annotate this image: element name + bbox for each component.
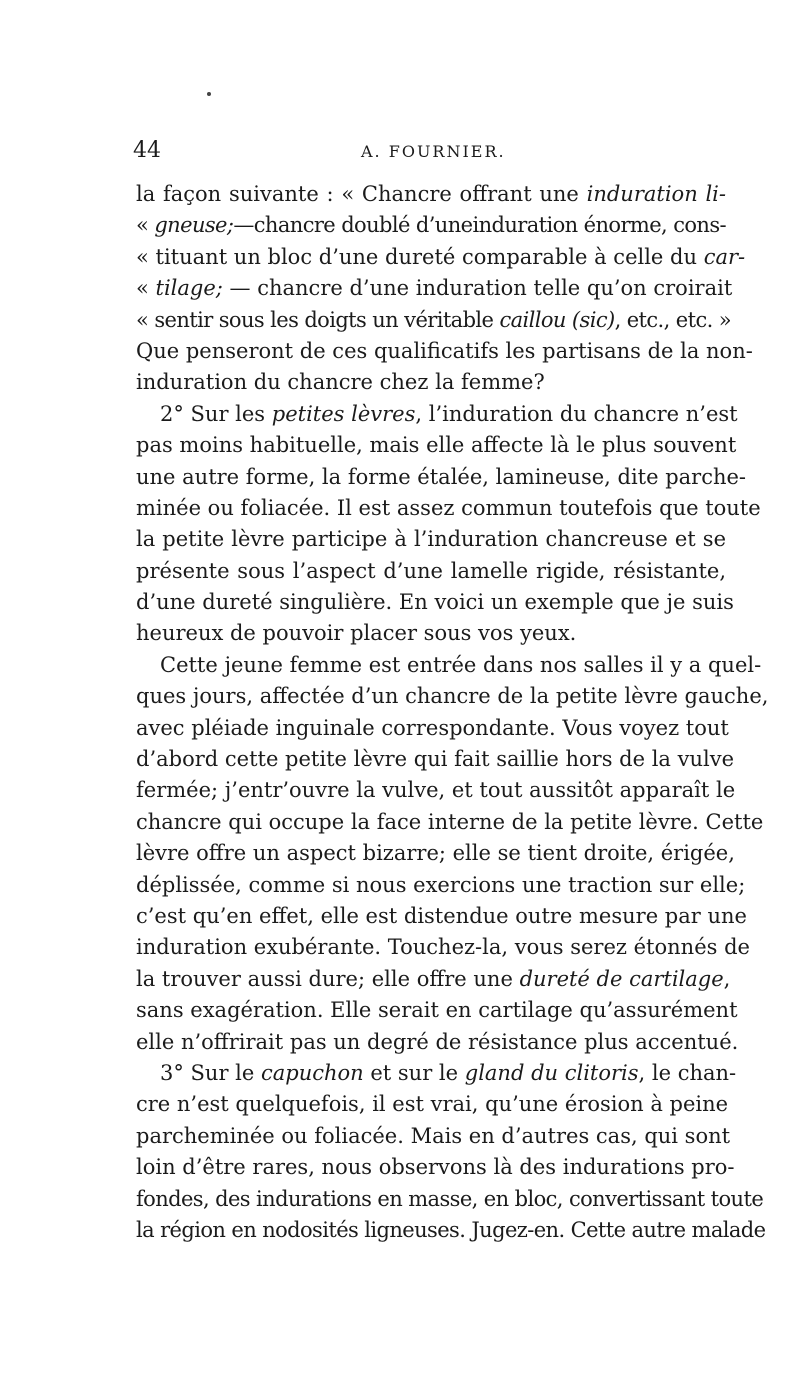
text-line-2: « gneuse;—chancre doublé d’uneinduration énorme, cons- bbox=[136, 213, 726, 238]
text-line-16: Cette jeune femme est entrée dans nos salles il y a quel- bbox=[160, 652, 762, 677]
text-line-7: induration du chancre chez la femme? bbox=[136, 370, 545, 395]
text-line-15: heureux de pouvoir placer sous vos yeux. bbox=[136, 621, 577, 646]
text-line-22: lèvre offre un aspect bizarre; elle se tient droite, érigée, bbox=[136, 841, 735, 866]
running-head: A. FOURNIER. bbox=[361, 142, 506, 161]
text-line-14: d’une dureté singulière. En voici un exemple que je suis bbox=[136, 590, 734, 615]
text-line-13: présente sous l’aspect d’une lamelle rigide, résistante, bbox=[136, 558, 726, 583]
text-line-21: chancre qui occupe la face interne de la petite lèvre. Cette bbox=[136, 809, 764, 834]
text-line-26: la trouver aussi dure; elle offre une dureté de cartilage, bbox=[136, 966, 731, 991]
page-number: 44 bbox=[133, 138, 161, 163]
text-line-12: la petite lèvre participe à l’induration chancreuse et se bbox=[136, 527, 726, 552]
text-line-8: 2° Sur les petites lèvres, l’induration du chancre n’est bbox=[160, 401, 738, 426]
text-line-28: elle n’offrirait pas un degré de résistance plus accentué. bbox=[136, 1029, 739, 1054]
page-header bbox=[133, 136, 723, 166]
ink-speck bbox=[207, 92, 211, 96]
text-line-30: cre n’est quelquefois, il est vrai, qu’une érosion à peine bbox=[136, 1092, 729, 1117]
text-line-24: c’est qu’en effet, elle est distendue outre mesure par une bbox=[136, 903, 747, 928]
body-text bbox=[136, 179, 769, 1246]
text-line-31: parcheminée ou foliacée. Mais en d’autres cas, qui sont bbox=[136, 1123, 731, 1148]
text-line-34: la région en nodosités ligneuses. Jugez-en. Cette autre malade bbox=[136, 1217, 766, 1242]
text-line-33: fondes, des indurations en masse, en bloc, convertissant toute bbox=[136, 1186, 764, 1211]
text-line-9: pas moins habituelle, mais elle affecte là le plus souvent bbox=[136, 433, 737, 458]
text-line-18: avec pléiade inguinale correspondante. Vous voyez tout bbox=[136, 715, 729, 740]
text-line-27: sans exagération. Elle serait en cartilage qu’assurément bbox=[136, 998, 738, 1023]
text-line-11: minée ou foliacée. Il est assez commun toutefois que toute bbox=[136, 495, 761, 520]
text-line-6: Que penseront de ces qualificatifs les partisans de la non- bbox=[136, 338, 753, 363]
text-line-23: déplissée, comme si nous exercions une traction sur elle; bbox=[136, 872, 746, 897]
text-line-29: 3° Sur le capuchon et sur le gland du clitoris, le chan- bbox=[160, 1060, 737, 1085]
text-line-19: d’abord cette petite lèvre qui fait saillie hors de la vulve bbox=[136, 747, 735, 772]
text-line-3: « tituant un bloc d’une dureté comparable à celle du car- bbox=[136, 244, 746, 269]
text-line-1: la façon suivante : « Chancre offrant une induration li- bbox=[136, 182, 726, 206]
text-line-20: fermée; j’entr’ouvre la vulve, et tout aussitôt apparaît le bbox=[136, 778, 736, 803]
text-line-5: « sentir sous les doigts un véritable caillou (sic), etc., etc. » bbox=[136, 307, 732, 332]
text-line-4: « tilage; — chancre d’une induration telle qu’on croirait bbox=[136, 276, 733, 301]
text-line-10: une autre forme, la forme étalée, lamineuse, dite parche- bbox=[136, 464, 747, 489]
text-line-17: ques jours, affectée d’un chancre de la petite lèvre gauche, bbox=[136, 684, 769, 709]
text-line-25: induration exubérante. Touchez-la, vous serez étonnés de bbox=[136, 935, 750, 960]
text-line-32: loin d’être rares, nous observons là des indurations pro- bbox=[136, 1155, 735, 1180]
